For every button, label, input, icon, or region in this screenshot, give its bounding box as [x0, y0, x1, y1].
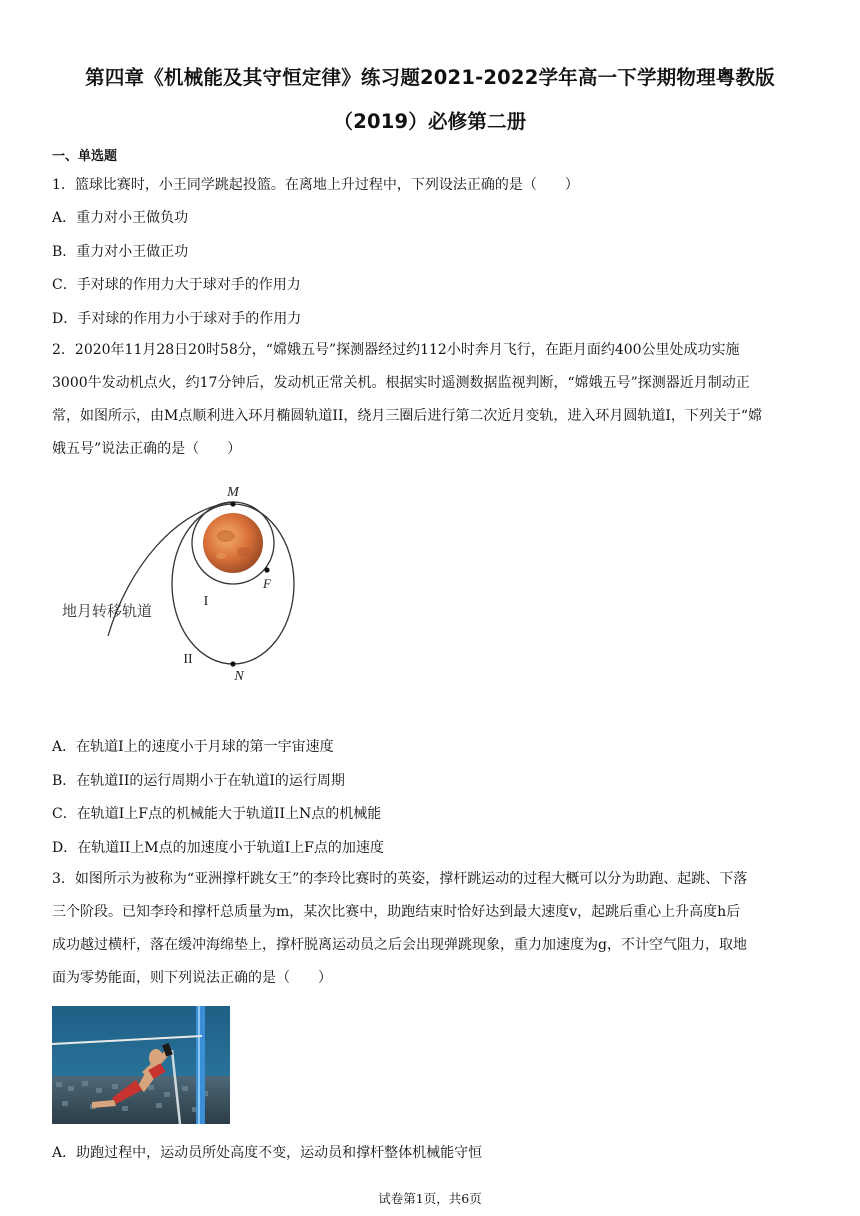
page-footer: 试卷第1页，共6页	[378, 1191, 482, 1206]
q3-stem-line: 面为零势能面，则下列说法正确的是（ ）	[52, 970, 332, 986]
q1-option-c: C．手对球的作用力大于球对手的作用力	[52, 277, 301, 293]
q2-option-b: B．在轨道II的运行周期小于在轨道I的运行周期	[52, 773, 345, 789]
page-title-line-2: （2019）必修第二册	[333, 110, 527, 133]
moon	[203, 513, 263, 573]
pole-vault-photo	[52, 1006, 230, 1124]
q2-stem-line: 娥五号”说法正确的是（ ）	[52, 441, 242, 457]
q3-option-a: A．助跑过程中，运动员所处高度不变，运动员和撑杆整体机械能守恒	[52, 1145, 483, 1161]
q2-stem-line: 常，如图所示，由M点顺利进入环月椭圆轨道II，绕月三圈后进行第二次近月变轨，进入环月圆轨道I，下列关于“嫦	[52, 408, 763, 424]
q2-option-c: C．在轨道I上F点的机械能大于轨道II上N点的机械能	[52, 806, 382, 822]
q2-option-d: D．在轨道II上M点的加速度小于轨道I上F点的加速度	[52, 840, 384, 856]
q3-stem-line: 三个阶段。已知李玲和撑杆总质量为m，某次比赛中，助跑结束时恰好达到最大速度v，起跳后重心上升高度h后	[52, 904, 741, 920]
section-heading: 一、单选题	[52, 149, 118, 164]
label-orbit-ii: II	[183, 652, 193, 667]
point-n	[230, 661, 235, 666]
q1-option-b: B．重力对小王做正功	[52, 244, 189, 260]
page-title-line-1: 第四章《机械能及其守恒定律》练习题2021-2022学年高一下学期物理粤教版	[85, 66, 775, 89]
point-m	[230, 501, 235, 506]
label-f: F	[263, 576, 271, 591]
label-orbit-i: I	[203, 594, 209, 609]
q1-stem: 1．篮球比赛时，小王同学跳起投篮。在离地上升过程中，下列设法正确的是（ ）	[52, 177, 579, 193]
q2-stem-line: 3000牛发动机点火，约17分钟后，发动机正常关机。根据实时遥测数据监视判断，“嫦娥五号”探测器近月制动正	[52, 375, 750, 391]
q2-stem	[52, 334, 812, 466]
label-transfer-orbit: 地月转移轨道	[62, 602, 153, 620]
label-n: N	[234, 669, 244, 684]
q1-option-a: A．重力对小王做负功	[52, 210, 189, 226]
q3-stem	[52, 863, 812, 995]
q2-stem-line: 2．2020年11月28日20时58分，“嫦娥五号”探测器经过约112小时奔月飞行，在距月面约400公里处成功实施	[52, 342, 740, 358]
q1-option-d: D．手对球的作用力小于球对手的作用力	[52, 311, 302, 327]
q3-stem-line: 3．如图所示为被称为“亚洲撑杆跳女王”的李玲比赛时的英姿，撑杆跳运动的过程大概可以分为助跑、起跳、下落	[52, 871, 748, 887]
point-f	[264, 567, 269, 572]
label-m: M	[227, 485, 239, 500]
q3-stem-line: 成功越过横杆，落在缓冲海绵垫上，撑杆脱离运动员之后会出现弹跳现象，重力加速度为g，不计空气阻力，取地	[52, 937, 747, 953]
lunar-orbit-figure	[56, 478, 316, 690]
q2-option-a: A．在轨道I上的速度小于月球的第一宇宙速度	[52, 739, 334, 755]
